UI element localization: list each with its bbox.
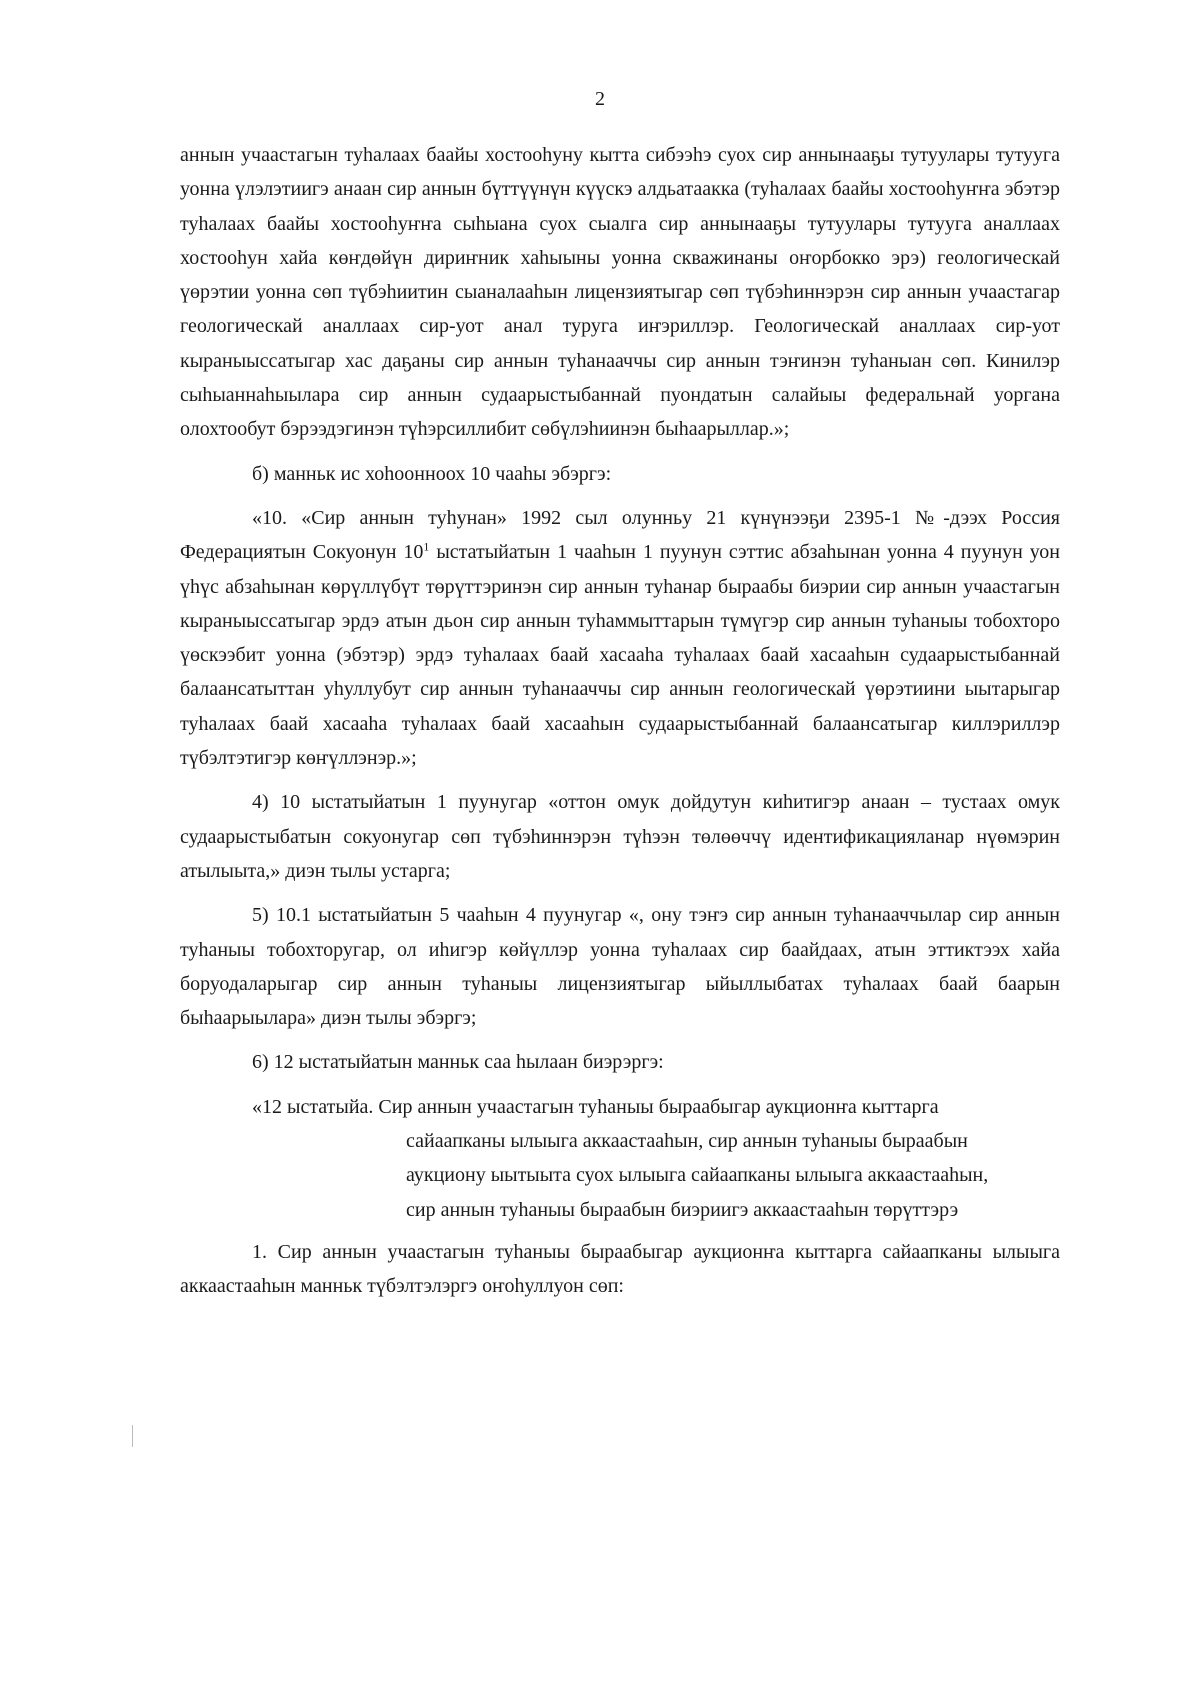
article-12-heading-line-1: «12 ыстатыйа. Сир аннын учаастагын туһаныы быраабыгар аукционҥа кыттарга	[252, 1095, 939, 1118]
paragraph-continuation: аннын учаастагын туһалаах баайы хостооһуну кытта сибээһэ суох сир аннынааҕы тутуулары тутууга уонна үлэлэтиигэ анаан сир аннын бүттүүнүн күүскэ алдьатаакка (туһалаах баайы хостооһуҥҥа эбэтэр туһалаах баайы хостооһуҥҥа сыһыана суох сыалга сир аннынааҕы тутуулары тутууга аналлаах хостооһун хайа көҥдөйүн дириҥник хаһыыны уонна скважинаны оҥорбокко эрэ) геологическай үөрэтии уонна сөп түбэһиитин сыаналааһын лицензиятыгар сөп түбэһиннэрэн сир аннын учаастагар геологическай аналлаах сир-уот анал туруга иҥэриллэр. Геологическай аналлаах сир-уот кыраныыссатыгар хас даҕаны сир аннын туһанааччы сир аннын тэҥинэн туһаныан сөп. Кинилэр сыһыаннаһыылара сир аннын судаарыстыбаннай пуондатын салайыы федеральнай уоргана олохтообут бэрээдэгинэн түһэрсиллибит сөбүлэһиинэн быһаарыллар.»;	[180, 144, 1060, 441]
paragraph-article-12-part-1: 1. Сир аннын учаастагын туһаныы быраабыгар аукционҥа кыттарга сайаапканы ылыыга аккаастааһын манньк түбэлтэлэргэ оҥоһуллуон сөп:	[180, 1240, 1060, 1298]
article-12-heading-line-3: аукциону ыытыыта суох ылыыга сайаапканы ылыыга аккаастааһын,	[406, 1164, 989, 1187]
paragraph-item-5: 5) 10.1 ыстатыйатын 5 чааһын 4 пуунугар «, ону тэҥэ сир аннын туһанааччылар сир аннын туһаныы тобохторугар, ол иһигэр көйүллэр уонна туһалаах сир баайдаах, атын эттиктээх хайа боруодаларыгар сир аннын туһаныы лицензиятыгар ыйыллыбатах туһалаах баай баарын быһаарыылара» диэн тылы эбэргэ;	[180, 904, 1060, 1030]
paragraph-article-10-text-a: «10. «Сир аннын туһунан» 1992 сыл олунньу 21 күнүнээҕи 2395-1 №-дээх Россия Федерациятын Сокуонун 10	[180, 506, 1060, 564]
article-12-heading-line-4: сир аннын туһаныы быраабын биэриигэ аккаастааһын төрүттэрэ	[406, 1198, 959, 1221]
scan-mark	[132, 1425, 133, 1447]
paragraph-article-10-text-b: ыстатыйатын 1 чааһын 1 пуунун сэттис абзаһынан уонна 4 пуунун уон үһүс абзаһынан көрүллүбүт төрүттэринэн сир аннын туһанар быраабы биэрии сир аннын учаастагын кыраныыссатыгар эрдэ атын дьон сир аннын туһаммыттарын түмүгэр сир аннын туһаныы тобохторо үөскээбит уонна (эбэтэр) эрдэ туһалаах баай хасааһа туһалаах баай хасааһын судаарыстыбаннай балаансатыттан уһуллубут сир аннын туһанааччы сир аннын геологическай үөрэтиини ыытарыгар туһалаах баай хасааһа туһалаах баай хасааһын судаарыстыбаннай балаансатыгар киллэриллэр түбэлтэтигэр көҥүллэнэр.»;	[180, 541, 1061, 770]
document-body	[180, 138, 1060, 1314]
article-12-heading	[180, 1090, 1060, 1227]
article-12-heading-line-2: сайаапканы ылыыга аккаастааһын, сир аннын туһаныы быраабын	[406, 1130, 968, 1153]
paragraph-article-10	[180, 501, 1060, 775]
paragraph-item-6: 6) 12 ыстатыйатын манньк саа һылаан биэрэргэ:	[252, 1051, 664, 1074]
paragraph-item-b: б) манньк ис хоһоонноох 10 чааһы эбэргэ:	[252, 462, 612, 485]
paragraph-item-4: 4) 10 ыстатыйатын 1 пуунугар «оттон омук дойдутун киһитигэр анаан – тустаах омук судаарыстыбатын сокуонугар сөп түбэһиннэрэн түһээн төлөөччү идентификацияланар нүөмэрин атылыыта,» диэн тылы устарга;	[180, 791, 1060, 882]
superscript-1: 1	[423, 539, 430, 554]
page-number: 2	[595, 88, 605, 110]
